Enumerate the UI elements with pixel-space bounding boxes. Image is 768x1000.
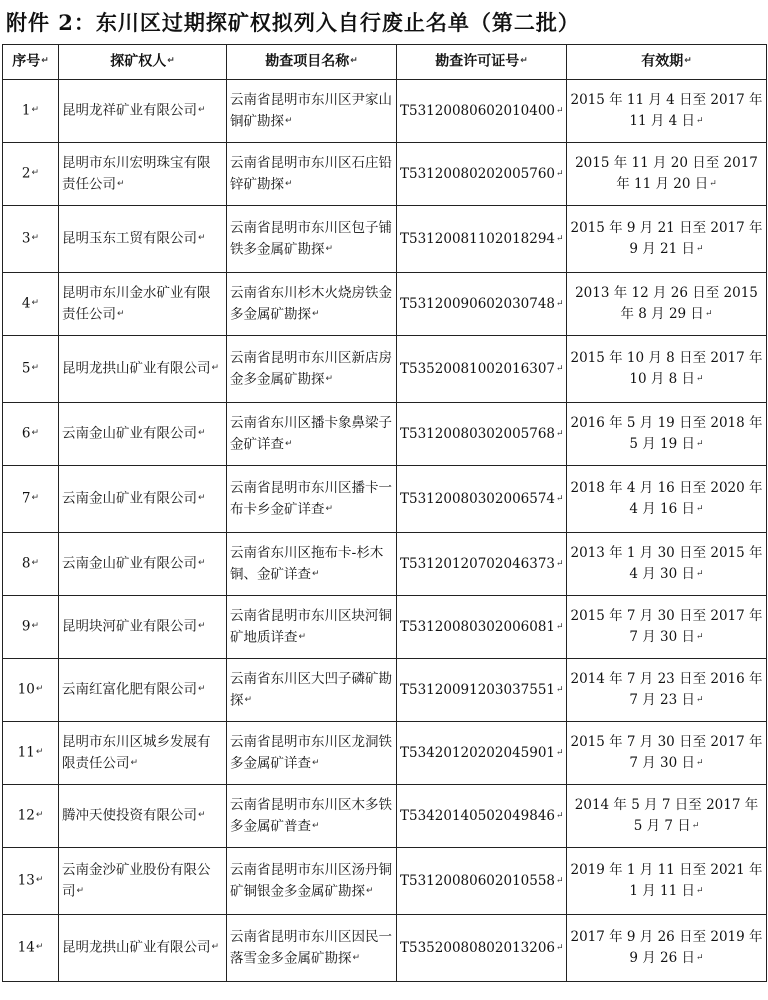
return-mark-icon: ↵ xyxy=(556,493,564,504)
row-permit-text: T53520080802013206 xyxy=(400,939,556,956)
row-project xyxy=(227,143,397,206)
row-seq xyxy=(3,80,59,143)
row-project xyxy=(227,336,397,403)
row-project xyxy=(227,273,397,336)
return-mark-icon: ↵ xyxy=(696,504,704,514)
abolition-list-table xyxy=(2,44,767,982)
return-mark-icon: ↵ xyxy=(298,631,307,642)
return-mark-icon: ↵ xyxy=(696,953,704,963)
return-mark-icon: ↵ xyxy=(556,298,564,309)
return-mark-icon: ↵ xyxy=(696,569,704,579)
row-seq-text: 13 xyxy=(17,872,35,889)
return-mark-icon: ↵ xyxy=(117,308,125,319)
return-mark-icon: ↵ xyxy=(696,244,704,254)
return-mark-icon: ↵ xyxy=(35,942,44,953)
return-mark-icon: ↵ xyxy=(366,885,374,896)
row-permit xyxy=(397,80,567,143)
return-mark-icon: ↵ xyxy=(31,363,40,374)
row-valid xyxy=(567,915,767,982)
row-permit xyxy=(397,466,567,533)
row-seq-text: 8 xyxy=(21,555,31,572)
row-permit xyxy=(397,273,567,336)
return-mark-icon: ↵ xyxy=(31,168,40,179)
row-valid xyxy=(567,596,767,659)
return-mark-icon: ↵ xyxy=(696,695,704,705)
row-seq xyxy=(3,403,59,466)
row-seq-text: 2 xyxy=(21,165,31,182)
row-holder xyxy=(59,273,227,336)
row-valid xyxy=(567,206,767,273)
row-holder-text: 昆明玉东工贸有限公司 xyxy=(62,230,197,247)
row-project xyxy=(227,403,397,466)
row-project-text: 云南省昆明市东川区龙洞铁多金属矿详查 xyxy=(230,733,392,772)
row-project-text: 云南省东川区播卡象鼻梁子金矿详查 xyxy=(230,414,392,453)
row-valid-text: 2014 年 7 月 23 日至 2016 年 7 月 23 日 xyxy=(570,671,763,708)
return-mark-icon: ↵ xyxy=(198,233,206,244)
row-holder xyxy=(59,722,227,785)
row-seq-text: 7 xyxy=(21,490,31,507)
return-mark-icon: ↵ xyxy=(556,428,564,439)
return-mark-icon: ↵ xyxy=(198,558,206,569)
return-mark-icon: ↵ xyxy=(198,684,206,695)
row-seq-text: 9 xyxy=(21,618,31,635)
row-seq-text: 14 xyxy=(17,939,35,956)
row-permit xyxy=(397,785,567,848)
return-mark-icon: ↵ xyxy=(696,758,704,768)
row-seq-text: 1 xyxy=(21,102,31,119)
row-seq xyxy=(3,533,59,596)
row-permit-text: T53420140502049846 xyxy=(400,807,556,824)
return-mark-icon: ↵ xyxy=(556,747,564,758)
row-project-text: 云南省昆明市东川区因民一落雪金多金属矿勘探 xyxy=(230,928,392,967)
row-project xyxy=(227,466,397,533)
row-valid xyxy=(567,722,767,785)
return-mark-icon: ↵ xyxy=(35,747,44,758)
row-holder-text: 腾冲天使投资有限公司 xyxy=(62,807,197,824)
row-permit xyxy=(397,915,567,982)
row-project xyxy=(227,915,397,982)
row-seq xyxy=(3,848,59,915)
row-holder-text: 昆明市东川区城乡发展有限责任公司 xyxy=(62,733,211,772)
row-valid-text: 2015 年 7 月 30 日至 2017 年 7 月 30 日 xyxy=(570,608,763,645)
row-holder-text: 昆明市东川金水矿业有限责任公司 xyxy=(62,284,211,323)
return-mark-icon: ↵ xyxy=(556,233,564,244)
row-permit xyxy=(397,596,567,659)
return-mark-icon: ↵ xyxy=(696,439,704,449)
row-project-text: 云南省昆明市东川区尹家山铜矿勘探 xyxy=(230,91,392,130)
header-seq: 序号↵ xyxy=(3,45,59,80)
return-mark-icon: ↵ xyxy=(556,168,564,179)
return-mark-icon: ↵ xyxy=(556,942,564,953)
row-permit xyxy=(397,206,567,273)
table-row xyxy=(3,596,767,659)
table-row xyxy=(3,785,767,848)
return-mark-icon: ↵ xyxy=(556,621,564,632)
row-seq-text: 10 xyxy=(17,681,35,698)
row-valid-text: 2013 年 12 月 26 日至 2015 年 8 月 29 日 xyxy=(575,285,758,322)
row-seq-text: 4 xyxy=(21,295,31,312)
row-valid xyxy=(567,80,767,143)
row-project xyxy=(227,722,397,785)
row-valid xyxy=(567,533,767,596)
row-holder xyxy=(59,143,227,206)
return-mark-icon: ↵ xyxy=(556,810,564,821)
row-seq xyxy=(3,785,59,848)
return-mark-icon: ↵ xyxy=(31,298,40,309)
return-mark-icon: ↵ xyxy=(556,105,564,116)
return-mark-icon: ↵ xyxy=(556,875,564,886)
row-seq-text: 12 xyxy=(17,807,35,824)
row-permit-text: T53120080602010400 xyxy=(400,102,556,119)
row-holder-text: 云南金山矿业有限公司 xyxy=(62,555,197,572)
return-mark-icon: ↵ xyxy=(556,363,564,374)
row-project-text: 云南省昆明市东川区木多铁多金属矿普查 xyxy=(230,796,392,835)
row-project-text: 云南省昆明市东川区块河铜矿地质详查 xyxy=(230,607,392,646)
row-project-text: 云南省东川区大凹子磷矿勘探 xyxy=(230,670,392,709)
row-permit-text: T53120080202005760 xyxy=(400,165,556,182)
table-row xyxy=(3,722,767,785)
row-seq xyxy=(3,596,59,659)
row-seq xyxy=(3,206,59,273)
table-row xyxy=(3,533,767,596)
row-holder-text: 昆明块河矿业有限公司 xyxy=(62,618,197,635)
header-permit: 勘查许可证号↵ xyxy=(397,45,567,80)
row-valid-text: 2018 年 4 月 16 日至 2020 年 4 月 16 日 xyxy=(570,480,763,517)
return-mark-icon: ↵ xyxy=(31,233,40,244)
return-mark-icon: ↵ xyxy=(285,178,293,189)
row-project xyxy=(227,596,397,659)
row-seq xyxy=(3,659,59,722)
row-valid xyxy=(567,848,767,915)
return-mark-icon: ↵ xyxy=(117,178,125,189)
row-valid xyxy=(567,659,767,722)
row-holder xyxy=(59,466,227,533)
return-mark-icon: ↵ xyxy=(211,942,220,953)
row-project-text: 云南省昆明市东川区新店房金多金属矿勘探 xyxy=(230,349,392,388)
table-row xyxy=(3,659,767,722)
row-project xyxy=(227,206,397,273)
row-permit-text: T53520081002016307 xyxy=(400,360,556,377)
row-holder xyxy=(59,336,227,403)
return-mark-icon: ↵ xyxy=(312,568,320,579)
row-project xyxy=(227,848,397,915)
table-row xyxy=(3,466,767,533)
row-valid-text: 2015 年 11 月 4 日至 2017 年 11 月 4 日 xyxy=(570,92,763,129)
row-valid xyxy=(567,403,767,466)
row-valid-text: 2016 年 5 月 19 日至 2018 年 5 月 19 日 xyxy=(570,415,763,452)
row-valid xyxy=(567,273,767,336)
return-mark-icon: ↵ xyxy=(285,438,293,449)
row-holder xyxy=(59,596,227,659)
row-valid xyxy=(567,336,767,403)
row-holder xyxy=(59,915,227,982)
return-mark-icon: ↵ xyxy=(35,684,44,695)
row-holder xyxy=(59,659,227,722)
header-holder: 探矿权人↵ xyxy=(59,45,227,80)
return-mark-icon: ↵ xyxy=(696,374,704,384)
row-valid-text: 2015 年 10 月 8 日至 2017 年 10 月 8 日 xyxy=(570,350,763,387)
row-seq xyxy=(3,273,59,336)
row-permit-text: T53120091203037551 xyxy=(400,681,556,698)
row-permit-text: T53120120702046373 xyxy=(400,555,556,572)
row-project-text: 云南省昆明市东川区汤丹铜矿铜银金多金属矿勘探 xyxy=(230,861,392,900)
return-mark-icon: ↵ xyxy=(31,621,40,632)
row-permit xyxy=(397,848,567,915)
return-mark-icon: ↵ xyxy=(352,952,361,963)
row-valid xyxy=(567,143,767,206)
row-permit-text: T53420120202045901 xyxy=(400,744,556,761)
return-mark-icon: ↵ xyxy=(704,309,713,319)
row-holder xyxy=(59,533,227,596)
row-permit-text: T53120081102018294 xyxy=(400,230,556,247)
return-mark-icon: ↵ xyxy=(325,373,334,384)
row-holder-text: 昆明市东川宏明珠宝有限责任公司 xyxy=(62,154,211,193)
row-seq xyxy=(3,143,59,206)
return-mark-icon: ↵ xyxy=(312,308,320,319)
row-permit-text: T53120080302006574 xyxy=(400,490,556,507)
row-holder xyxy=(59,80,227,143)
row-project-text: 云南省昆明市东川区包子铺铁多金属矿勘探 xyxy=(230,219,392,258)
table-body xyxy=(3,80,767,982)
row-holder xyxy=(59,403,227,466)
row-valid-text: 2019 年 1 月 11 日至 2021 年 1 月 11 日 xyxy=(570,862,763,899)
return-mark-icon: ↵ xyxy=(696,886,704,896)
row-project-text: 云南省东川区拖布卡-杉木铜、金矿详查 xyxy=(230,544,384,583)
row-valid-text: 2017 年 9 月 26 日至 2019 年 9 月 26 日 xyxy=(570,929,763,966)
row-project-text: 云南省昆明市东川区播卡一布卡乡金矿详查 xyxy=(230,479,392,518)
row-holder-text: 昆明龙祥矿业有限公司 xyxy=(62,102,197,119)
row-valid xyxy=(567,466,767,533)
row-valid-text: 2013 年 1 月 30 日至 2015 年 4 月 30 日 xyxy=(570,545,763,582)
return-mark-icon: ↵ xyxy=(696,116,704,126)
return-mark-icon: ↵ xyxy=(696,632,704,642)
row-holder-text: 昆明龙拱山矿业有限公司 xyxy=(62,939,211,956)
return-mark-icon: ↵ xyxy=(31,105,40,116)
return-mark-icon: ↵ xyxy=(325,503,334,514)
row-holder-text: 云南金沙矿业股份有限公司 xyxy=(62,861,211,900)
row-project xyxy=(227,80,397,143)
return-mark-icon: ↵ xyxy=(35,810,44,821)
row-valid xyxy=(567,785,767,848)
table-row xyxy=(3,403,767,466)
row-seq xyxy=(3,722,59,785)
row-permit-text: T53120080602010558 xyxy=(400,872,556,889)
row-valid-text: 2015 年 9 月 21 日至 2017 年 9 月 21 日 xyxy=(570,220,763,257)
row-permit xyxy=(397,659,567,722)
row-valid-text: 2015 年 11 月 20 日至 2017 年 11 月 20 日 xyxy=(575,155,758,192)
row-permit-text: T53120080302005768 xyxy=(400,425,556,442)
return-mark-icon: ↵ xyxy=(130,757,139,768)
return-mark-icon: ↵ xyxy=(325,243,334,254)
return-mark-icon: ↵ xyxy=(31,493,40,504)
table-row xyxy=(3,915,767,982)
row-permit xyxy=(397,403,567,466)
document-title: 附件 2：东川区过期探矿权拟列入自行废止名单（第二批） xyxy=(6,10,580,35)
row-permit-text: T53120090602030748 xyxy=(400,295,556,312)
row-holder-text: 云南红富化肥有限公司 xyxy=(62,681,197,698)
row-project xyxy=(227,785,397,848)
return-mark-icon: ↵ xyxy=(709,179,717,189)
return-mark-icon: ↵ xyxy=(198,428,206,439)
return-mark-icon: ↵ xyxy=(244,694,253,705)
table-row xyxy=(3,206,767,273)
return-mark-icon: ↵ xyxy=(312,820,320,831)
return-mark-icon: ↵ xyxy=(211,363,220,374)
table-row xyxy=(3,80,767,143)
table-row xyxy=(3,273,767,336)
table-row xyxy=(3,143,767,206)
return-mark-icon: ↵ xyxy=(76,885,85,896)
row-holder-text: 云南金山矿业有限公司 xyxy=(62,490,197,507)
row-permit-text: T53120080302006081 xyxy=(400,618,556,635)
row-project xyxy=(227,659,397,722)
table-row xyxy=(3,336,767,403)
row-project-text: 云南省东川杉木火烧房铁金多金属矿勘探 xyxy=(230,284,392,323)
row-seq-text: 5 xyxy=(21,360,31,377)
header-valid: 有效期↵ xyxy=(567,45,767,80)
return-mark-icon: ↵ xyxy=(35,875,44,886)
row-project xyxy=(227,533,397,596)
row-seq xyxy=(3,915,59,982)
header-project: 勘查项目名称↵ xyxy=(227,45,397,80)
return-mark-icon: ↵ xyxy=(556,558,564,569)
return-mark-icon: ↵ xyxy=(198,105,206,116)
row-seq xyxy=(3,466,59,533)
row-permit xyxy=(397,336,567,403)
row-permit xyxy=(397,143,567,206)
row-seq-text: 3 xyxy=(21,230,31,247)
row-seq-text: 11 xyxy=(17,744,35,761)
return-mark-icon: ↵ xyxy=(198,493,206,504)
table-header-row xyxy=(3,45,767,80)
return-mark-icon: ↵ xyxy=(556,684,564,695)
row-project-text: 云南省昆明市东川区石庄铅锌矿勘探 xyxy=(230,154,392,193)
row-seq-text: 6 xyxy=(21,425,31,442)
return-mark-icon: ↵ xyxy=(198,810,206,821)
return-mark-icon: ↵ xyxy=(691,821,700,831)
row-holder xyxy=(59,206,227,273)
return-mark-icon: ↵ xyxy=(31,428,40,439)
table-row xyxy=(3,848,767,915)
row-holder xyxy=(59,785,227,848)
return-mark-icon: ↵ xyxy=(198,621,206,632)
row-holder-text: 云南金山矿业有限公司 xyxy=(62,425,197,442)
row-valid-text: 2015 年 7 月 30 日至 2017 年 7 月 30 日 xyxy=(570,734,763,771)
row-seq xyxy=(3,336,59,403)
row-permit xyxy=(397,722,567,785)
row-holder xyxy=(59,848,227,915)
return-mark-icon: ↵ xyxy=(312,757,320,768)
row-holder-text: 昆明龙拱山矿业有限公司 xyxy=(62,360,211,377)
return-mark-icon: ↵ xyxy=(285,115,293,126)
row-valid-text: 2014 年 5 月 7 日至 2017 年 5 月 7 日 xyxy=(574,797,759,834)
return-mark-icon: ↵ xyxy=(31,558,40,569)
row-permit xyxy=(397,533,567,596)
